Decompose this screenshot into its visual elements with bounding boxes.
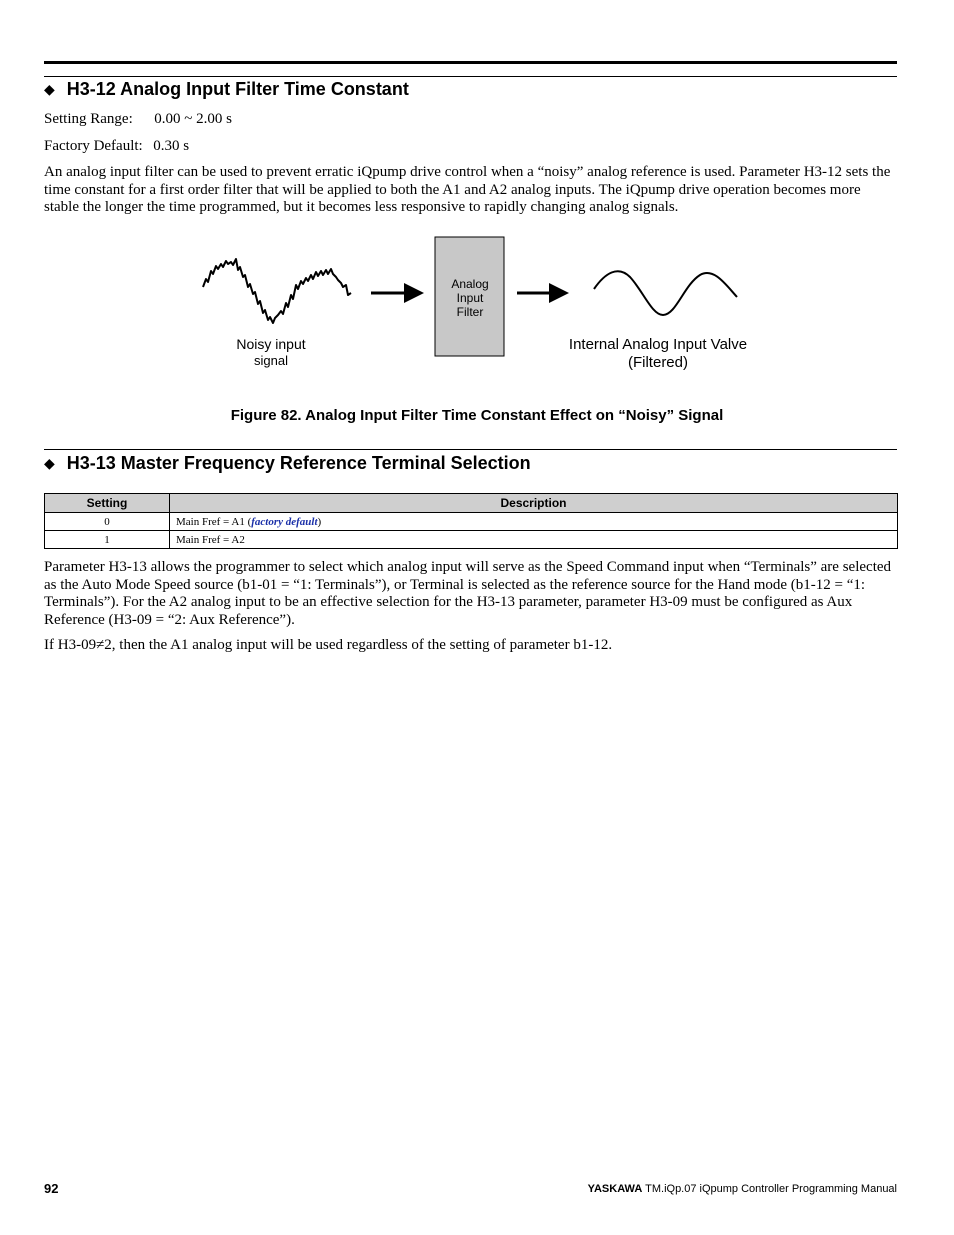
top-rule-thin [44,76,897,77]
noisy-input-label-line2: signal [254,353,288,368]
h3-09-note: If H3-09≠2, then the A1 analog input will be used regardless of the setting of parameter b1-12. [44,637,613,653]
filter-box-line-1: Analog [451,277,489,291]
output-label-line2: (Filtered) [627,354,689,371]
footer-title [588,1183,897,1195]
table-row [45,513,898,531]
diamond-bullet-icon: ◆ [44,455,55,471]
setting-range-value: 0.00 ~ 2.00 s [154,111,232,127]
section-heading-h3-12 [44,79,409,100]
table-header-row [45,494,898,513]
filter-box-line-3: Filter [456,305,484,319]
footer-manual-title: TM.iQp.07 iQpump Controller Programming Manual [645,1183,897,1195]
header-setting: Setting [45,494,170,513]
factory-default-value: 0.30 s [153,138,190,154]
diamond-bullet-icon: ◆ [44,81,55,97]
description-cell [170,513,898,531]
footer-brand: YASKAWA [587,1183,643,1195]
noisy-signal-waveform [203,259,351,323]
noisy-input-label-line1: Noisy input [236,336,306,352]
h3-13-description: Parameter H3-13 allows the programmer to select which analog input will serve as the Speed Command input when “Terminals” are selected as the Auto Mode Speed source (b1-01 = “1: Terminals”), or Terminal is selected as the reference source for the Hand mode (b1-12 = “1: Terminals”). For the A2 analog input to be an effective selection for the H3-13 parameter, parameter H3-09 must be configured as Aux Reference (H3-09 = “2: Aux Reference”). [44,559,892,628]
factory-default-label: Factory Default: [44,138,143,154]
section-rule [44,449,897,450]
arrowhead-2-icon [549,283,569,303]
top-rule-thick [44,61,897,64]
header-description: Description [170,494,898,513]
description-prefix: Main Fref = A2 [176,533,245,546]
filter-diagram [0,225,954,385]
description-suffix: ) [317,515,322,528]
setting-cell: 0 [45,513,170,531]
setting-range-label: Setting Range: [44,111,133,127]
description-prefix: Main Fref = A1 ( [176,515,252,528]
setting-cell: 1 [45,531,170,549]
description-cell [170,531,898,549]
factory-default-emphasis: factory default [251,515,318,528]
figure-caption: Figure 82. Analog Input Filter Time Constant Effect on “Noisy” Signal [230,407,724,424]
filter-figure [0,225,954,385]
arrowhead-1-icon [404,283,424,303]
page-number: 92 [44,1181,59,1196]
heading-text: H3-12 Analog Input Filter Time Constant [66,79,409,99]
setting-range-line [44,111,232,128]
settings-table [44,493,898,549]
section-heading-h3-13 [44,453,531,474]
heading-text: H3-13 Master Frequency Reference Terminal Selection [66,453,531,473]
h3-12-description: An analog input filter can be used to prevent erratic iQpump drive control when a “noisy” analog reference is used. Parameter H3-12 sets the time constant for a first order filter that will be applied to both the A1 and A2 analog inputs. The iQpump drive operation becomes more stable the longer the time programmed, but it becomes less responsive to rapidly changing analog signals. [44,164,891,215]
table-row [45,531,898,549]
factory-default-line [44,138,189,155]
filtered-signal-waveform [594,271,737,315]
filter-box-line-2: Input [456,291,484,305]
output-label-line1: Internal Analog Input Valve [568,336,748,353]
